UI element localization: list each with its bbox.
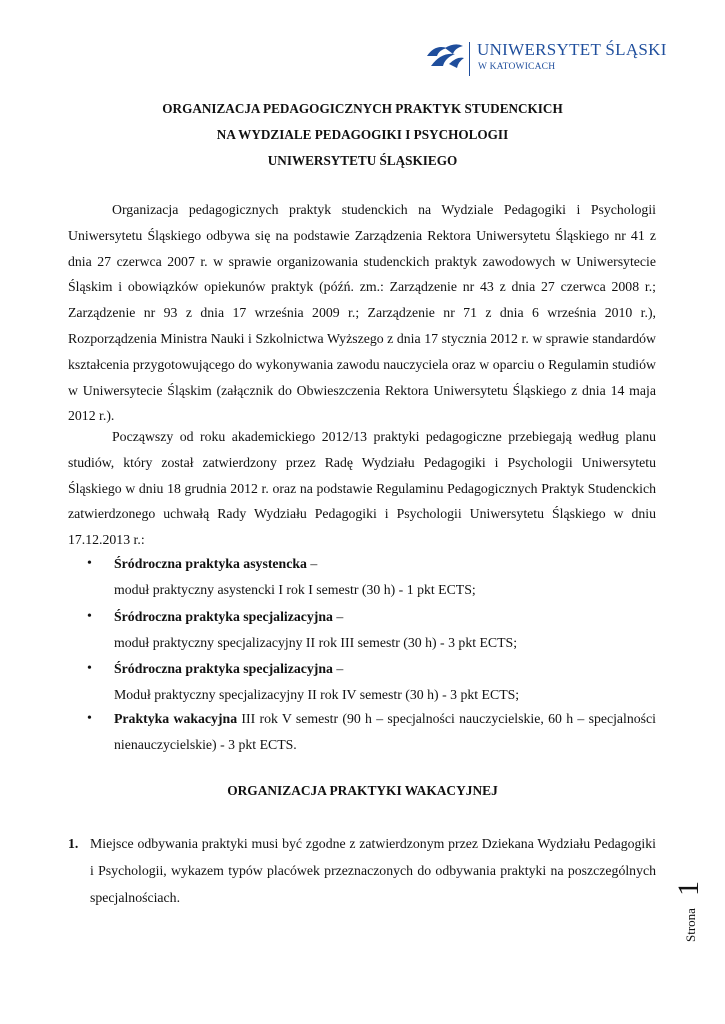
bullet-icon: • — [87, 556, 92, 571]
bullet-title: Śródroczna praktyka asystencka — [114, 556, 307, 571]
paragraph-2-text: Począwszy od roku akademickiego 2012/13 praktyki pedagogiczne przebiegają według planu studiów, który został zatwierdzony przez Radę Wydziału Pedagogiki i Psychologii Uniwersytetu Śląskiego w dniu 18 grudnia 2012 r. oraz na podstawie Regulaminu Pedagogicznych Praktyk Studenckich zatwierdzonego uchwałą Rady Wydziału Pedagogiki i Psychologii Uniwersytetu Śląskiego w dniu 17.12.2013 r.: — [68, 429, 656, 548]
numbered-item — [68, 830, 656, 911]
title-line-3: UNIWERSYTETU ŚLĄSKIEGO — [267, 153, 458, 168]
bullet-detail: moduł praktyczny asystencki I rok I semestr (30 h) - 1 pkt ECTS; — [114, 582, 476, 597]
university-city: W KATOWICACH — [478, 62, 556, 72]
paragraph-legal-basis — [68, 197, 656, 429]
section-heading: ORGANIZACJA PRAKTYKI WAKACYJNEJ — [227, 783, 498, 798]
list-item: • Śródroczna praktyka asystencka – moduł praktyczny asystencki I rok I semestr (30 h) - 1 pkt ECTS; — [87, 551, 656, 603]
logo-divider — [469, 42, 470, 76]
uniwersytet-slaski-emblem-icon — [425, 42, 465, 72]
bullet-title: Śródroczna praktyka specjalizacyjna — [114, 609, 333, 624]
list-item: • Śródroczna praktyka specjalizacyjna – Moduł praktyczny specjalizacyjny II rok IV semestr (30 h) - 3 pkt ECTS; — [87, 656, 656, 708]
title-line-2: NA WYDZIALE PEDAGOGIKI I PSYCHOLOGII — [216, 127, 509, 142]
bullet-detail: III rok V semestr (90 h – specjalności nauczycielskie, 60 h – specjalności nienauczycielskie) - 3 pkt ECTS. — [114, 711, 656, 752]
bullet-icon: • — [87, 661, 92, 676]
university-name: UNIWERSYTET ŚLĄSKI — [477, 40, 667, 59]
bullet-icon: • — [87, 609, 92, 624]
paragraph-1-text: Organizacja pedagogicznych praktyk studenckich na Wydziale Pedagogiki i Psychologii Uniwersytetu Śląskiego odbywa się na podstawie Zarządzenia Rektora Uniwersytetu Śląskiego nr 41 z dnia 27 czerwca 2007 r. w sprawie organizowania studenckich praktyk zawodowych w Uniwersytecie Śląskim i obowiązków opiekunów praktyk (późń. zm.: Zarządzenie nr 43 z dnia 27 czerwca 2008 r.; Zarządzenie nr 93 z dnia 17 września 2009 r.; Zarządzenie nr 71 z dnia 6 września 2010 r.), Rozporządzenia Ministra Nauki i Szkolnictwa Wyższego z dnia 17 stycznia 2012 r. w sprawie standardów kształcenia przygotowującego do wykonywania zawodu nauczyciela oraz w oparciu o Regulamin studiów w Uniwersytecie Śląskim (załącznik do Obwieszczenia Rektora Uniwersytetu Śląskiego z dnia 14 maja 2012 r.). — [68, 202, 656, 424]
bullet-detail: moduł praktyczny specjalizacyjny II rok III semestr (30 h) - 3 pkt ECTS; — [114, 635, 518, 650]
paragraph-study-plan — [68, 424, 656, 553]
bullet-detail: Moduł praktyczny specjalizacyjny II rok IV semestr (30 h) - 3 pkt ECTS; — [114, 687, 520, 702]
bullet-title: Praktyka wakacyjna — [114, 711, 238, 726]
page-label: Strona — [683, 908, 698, 942]
university-logo — [425, 40, 665, 80]
item-number: 1. — [68, 836, 79, 851]
title-line-1: ORGANIZACJA PEDAGOGICZNYCH PRAKTYK STUDENCKICH — [162, 101, 563, 116]
bullet-title: Śródroczna praktyka specjalizacyjna — [114, 661, 333, 676]
item-text: Miejsce odbywania praktyki musi być zgodne z zatwierdzonym przez Dziekana Wydziału Pedagogiki i Psychologii, wykazem typów placówek przeznaczonych do odbywania praktyki na poszczególnych specjalnościach. — [90, 836, 656, 905]
page-digit: 1 — [672, 881, 705, 896]
page-number — [670, 855, 710, 945]
list-item: • Śródroczna praktyka specjalizacyjna – moduł praktyczny specjalizacyjny II rok III semestr (30 h) - 3 pkt ECTS; — [87, 604, 656, 656]
document-title — [60, 96, 665, 174]
list-item — [87, 706, 656, 758]
bullet-icon: • — [87, 711, 92, 726]
